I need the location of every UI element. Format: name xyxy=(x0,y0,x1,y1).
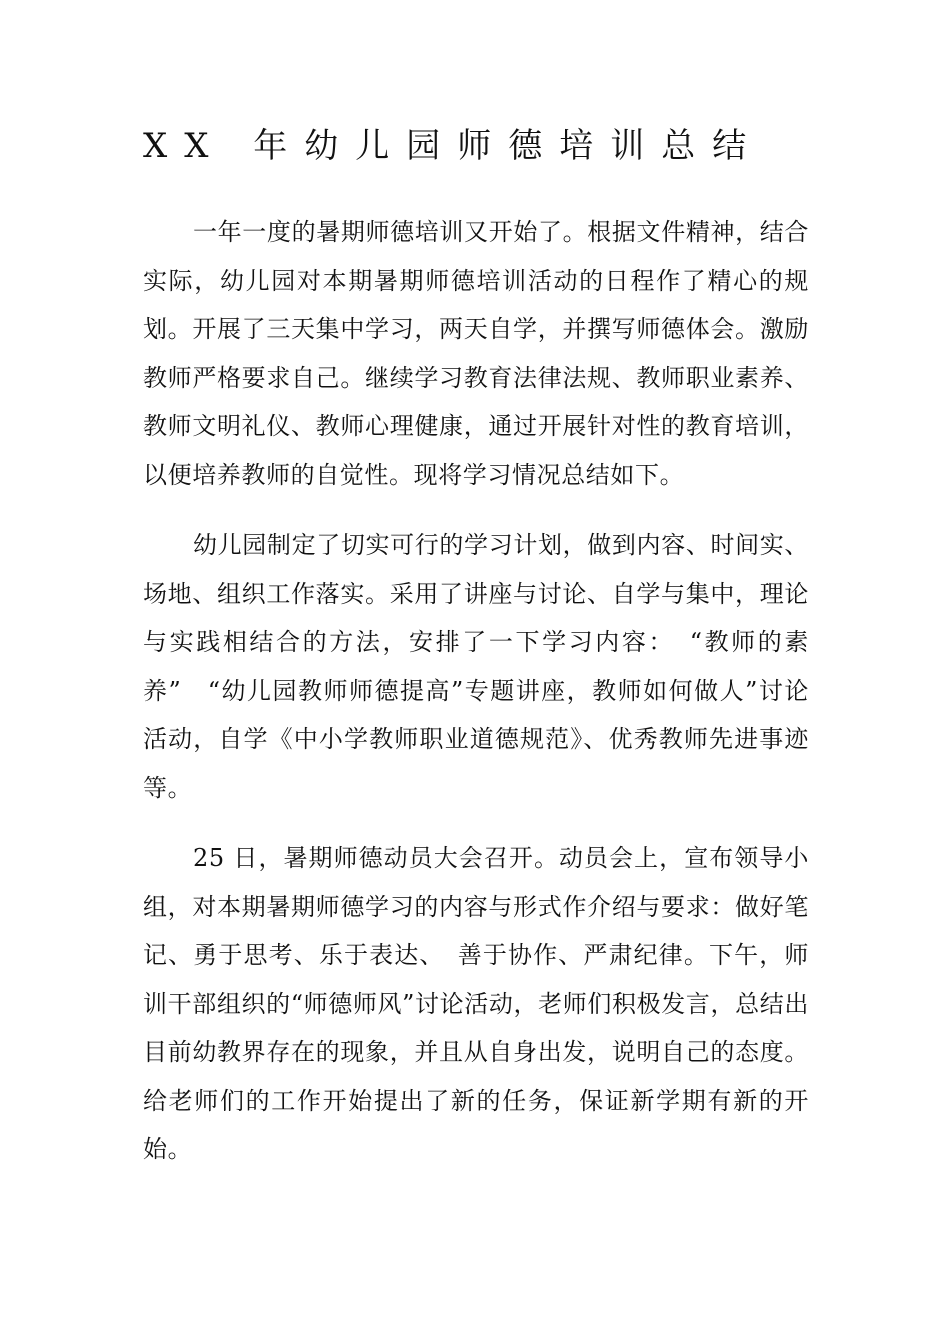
paragraph-3: 25 日，暑期师德动员大会召开。动员会上，宣布领导小组，对本期暑期师德学习的内容与形式作介绍与要求：做好笔记、勇于思考、乐于表达、 善于协作、严肃纪律。下午，师训干部组织的“师德师风”讨论活动，老师们积极发言，总结出目前幼教界存在的现象，并且从自身出发，说明自己的态度。给老师们的工作开始提出了新的任务，保证新学期有新的开始。 xyxy=(143,844,809,1163)
paragraph-2: 幼儿园制定了切实可行的学习计划，做到内容、时间实、场地、组织工作落实。采用了讲座与讨论、自学与集中，理论与实践相结合的方法，安排了一下学习内容： “教师的素养” “幼儿园教师师德提高”专题讲座，教师如何做人”讨论活动，自学《中小学教师职业道德规范》、优秀教师先进事迹等。 xyxy=(143,531,809,802)
document-body xyxy=(143,208,809,1196)
paragraph-1: 一年一度的暑期师德培训又开始了。根据文件精神，结合实际，幼儿园对本期暑期师德培训活动的日程作了精心的规划。开展了三天集中学习，两天自学，并撰写师德体会。激励教师严格要求自己。继续学习教育法律法规、教师职业素养、教师文明礼仪、教师心理健康，通过开展针对性的教育培训，以便培养教师的自觉性。现将学习情况总结如下。 xyxy=(143,218,809,489)
document-title: XX 年幼儿园师德培训总结 xyxy=(143,126,764,166)
